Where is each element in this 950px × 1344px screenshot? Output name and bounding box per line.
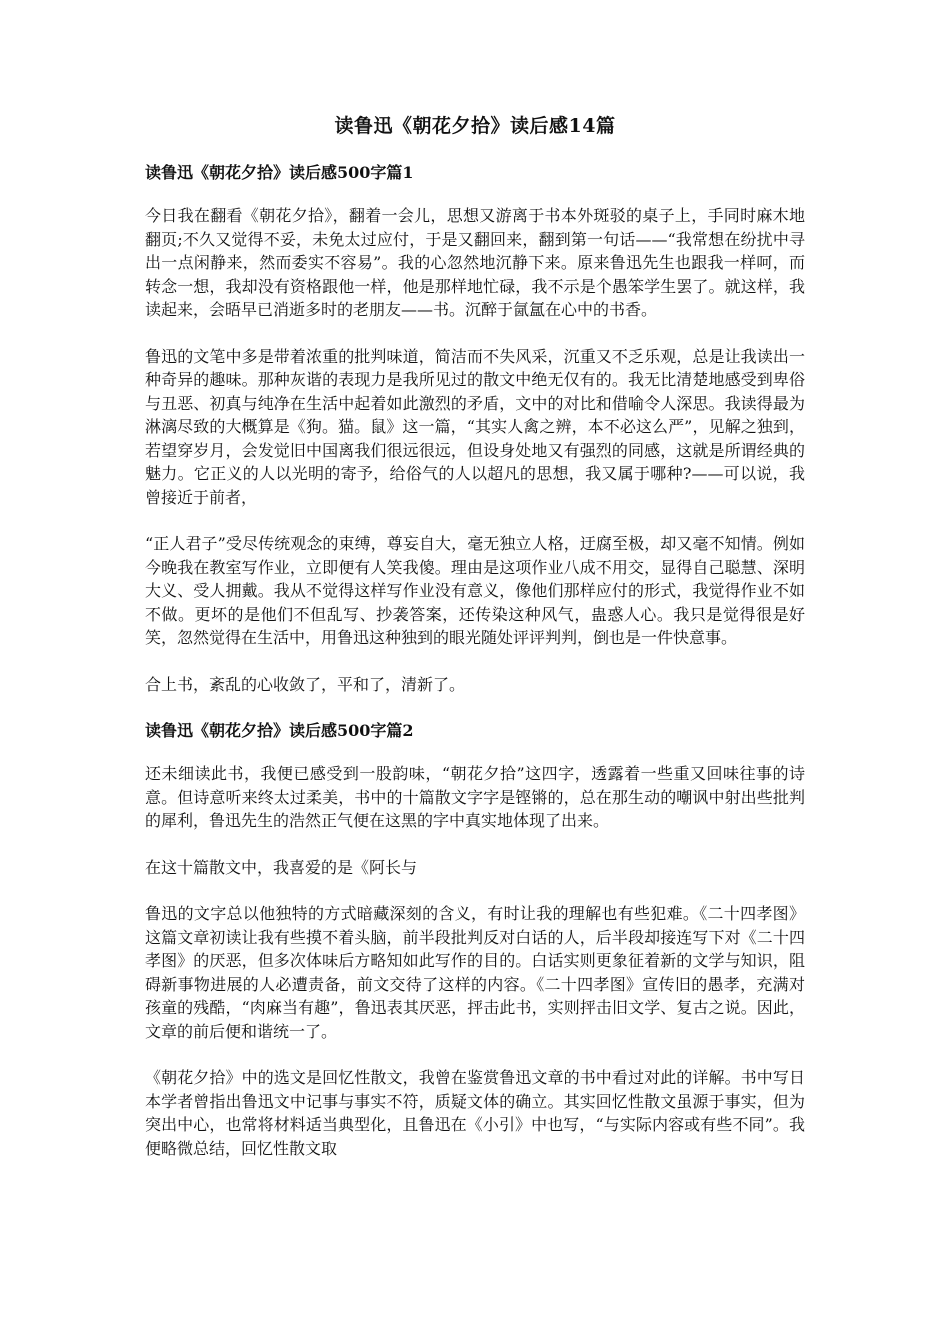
document-title: 读鲁迅《朝花夕拾》读后感14篇 — [334, 115, 616, 137]
section-1 — [145, 161, 805, 696]
paragraph: 合上书，紊乱的心收敛了，平和了，清新了。 — [145, 674, 466, 694]
paragraph: 《朝花夕拾》中的选文是回忆性散文，我曾在鉴赏鲁迅文章的书中看过对此的详解。书中写日本学者曾指出鲁迅文中记事与事实不符，质疑文体的确立。其实回忆性散文虽源于事实，但为突出中心，也常将材料适当典型化，且鲁迅在《小引》中也写，“与实际内容或有些不同”。我便略微总结，回忆性散文取 — [145, 1068, 805, 1158]
document-page — [145, 112, 805, 1183]
paragraph: 鲁迅的文笔中多是带着浓重的批判味道，简洁而不失风采，沉重又不乏乐观，总是让我读出一种奇异的趣味。那种灰谐的表现力是我所见过的散文中绝无仅有的。我无比清楚地感受到卑俗与丑恶、初真与纯净在生活中起着如此激烈的矛盾，文中的对比和借喻令人深思。我读得最为淋漓尽致的大概算是《狗。猫。鼠》这一篇，“其实人禽之辨，本不必这么严”，见解之独到，若望穿岁月，会发觉旧中国离我们很远很远，但设身处地又有强烈的同感，这就是所谓经典的魅力。它正义的人以光明的寄予，给俗气的人以超凡的思想，我又属于哪种?——可以说，我曾接近于前者， — [145, 346, 805, 507]
section-heading: 读鲁迅《朝花夕拾》读后感500字篇2 — [145, 721, 414, 740]
section-heading: 读鲁迅《朝花夕拾》读后感500字篇1 — [145, 163, 414, 182]
paragraph: “正人君子”受尽传统观念的束缚，尊妄自大，毫无独立人格，迂腐至极，却又毫不知情。例如今晚我在教室写作业，立即便有人笑我傻。理由是这项作业八成不用交，显得自己聪慧、深明大义、受人拥戴。我从不觉得这样写作业没有意义，像他们那样应付的形式，我觉得作业不如不做。更坏的是他们不但乱写、抄袭答案，还传染这种风气，蛊惑人心。我只是觉得很是好笑，忽然觉得在生活中，用鲁迅这种独到的眼光随处评评判判，倒也是一件快意事。 — [145, 534, 805, 647]
paragraph: 今日我在翻看《朝花夕拾》，翻着一会儿，思想又游离于书本外斑驳的桌子上，手同时麻木地翻页;不久又觉得不妥，未免太过应付，于是又翻回来，翻到第一句话——“我常想在纷扰中寻出一点闲静来，然而委实不容易”。我的心忽然地沉静下来。原来鲁迅先生也跟我一样呵，而转念一想，我却没有资格跟他一样，他是那样地忙碌，我不示是个愚笨学生罢了。就这样，我读起来，会晤早已消逝多时的老朋友——书。沉醉于氤氲在心中的书香。 — [145, 206, 805, 319]
paragraph: 在这十篇散文中，我喜爱的是《阿长与 — [145, 857, 418, 877]
paragraph: 鲁迅的文字总以他独特的方式暗藏深刻的含义，有时让我的理解也有些犯难。《二十四孝图》这篇文章初读让我有些摸不着头脑，前半段批判反对白话的人，后半段却接连写下对《二十四孝图》的厌恶，但多次体味后方略知如此写作的目的。白话实则更象征着新的文学与知识，阻碍新事物进展的人必遭责备，前文交待了这样的内容。《二十四孝图》宣传旧的愚孝，充满对孩童的残酷，“肉麻当有趣”，鲁迅表其厌恶，抨击此书，实则抨击旧文学、复古之说。因此，文章的前后便和谐统一了。 — [145, 904, 805, 1041]
paragraph: 还未细读此书，我便已感受到一股韵味，“朝花夕拾”这四字，透露着一些重又回味往事的诗意。但诗意听来终太过柔美，书中的十篇散文字字是铿锵的，总在那生动的嘲讽中射出些批判的犀利，鲁迅先生的浩然正气便在这黑的字中真实地体现了出来。 — [145, 764, 805, 830]
section-2 — [145, 719, 805, 1160]
